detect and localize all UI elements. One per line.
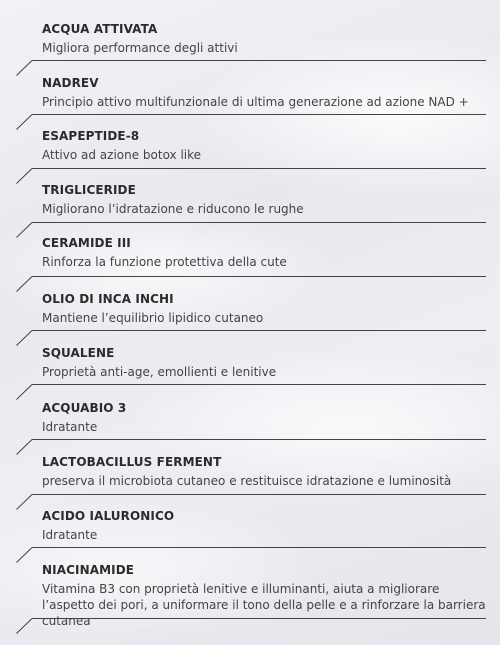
ingredient-description: Idratante [42, 528, 98, 542]
divider-line [16, 60, 486, 76]
ingredient-name: CERAMIDE III [42, 236, 131, 250]
divider-line [16, 384, 486, 400]
divider-line [16, 494, 486, 510]
ingredient-name: OLIO DI INCA INCHI [42, 292, 174, 306]
ingredient-description: Attivo ad azione botox like [42, 148, 202, 162]
ingredient-name: ACIDO IALURONICO [42, 509, 175, 523]
ingredient-name: NIACINAMIDE [42, 563, 135, 577]
ingredient-description: Principio attivo multifunzionale di ultima generazione ad azione NAD + [42, 95, 469, 109]
divider-line [16, 168, 486, 184]
ingredient-description: preserva il microbiota cutaneo e restituisce idratazione e luminosità [42, 474, 452, 488]
ingredient-description: Idratante [42, 420, 98, 434]
ingredient-name: ACQUABIO 3 [42, 401, 127, 415]
ingredient-description: Migliorano l’idratazione e riducono le rughe [42, 202, 304, 216]
ingredient-name: ESAPEPTIDE-8 [42, 129, 140, 143]
ingredient-description: Mantiene l’equilibrio lipidico cutaneo [42, 311, 264, 325]
divider-line [16, 547, 486, 563]
ingredient-description: Migliora performance degli attivi [42, 41, 238, 55]
divider-line [16, 618, 486, 634]
ingredient-name: LACTOBACILLUS FERMENT [42, 455, 222, 469]
divider-line [16, 114, 486, 130]
ingredient-name: NADREV [42, 76, 99, 90]
divider-line [16, 330, 486, 346]
ingredient-description: Vitamina B3 con proprietà lenitive e illuminanti, aiuta a migliorare l’aspetto dei pori, a uniformare il tono della pelle e a rinforzare la barriera cutanea [42, 582, 486, 628]
ingredient-name: ACQUA ATTIVATA [42, 22, 158, 36]
divider-line [16, 276, 486, 292]
ingredient-name: TRIGLICERIDE [42, 183, 136, 197]
ingredient-name: SQUALENE [42, 346, 115, 360]
ingredient-description: Rinforza la funzione protettiva della cute [42, 255, 287, 269]
ingredient-description: Proprietà anti-age, emollienti e lenitive [42, 365, 277, 379]
divider-line [16, 439, 486, 455]
